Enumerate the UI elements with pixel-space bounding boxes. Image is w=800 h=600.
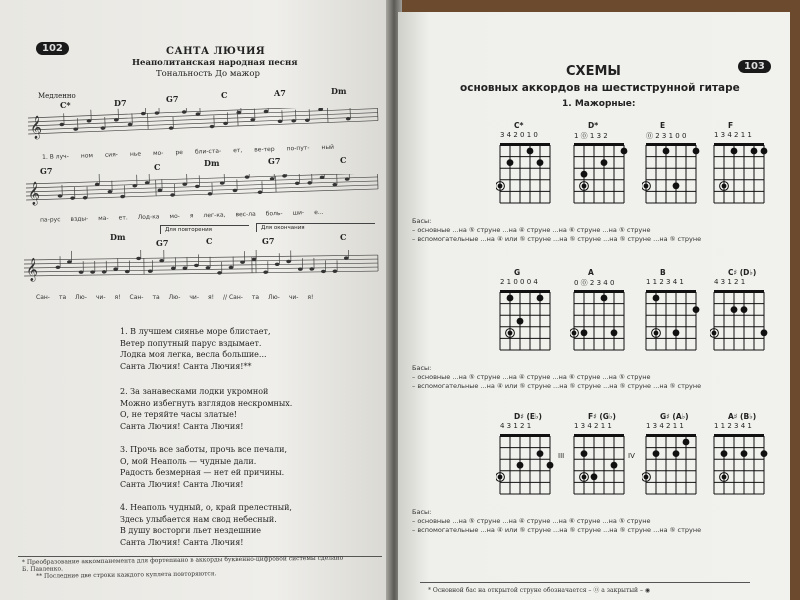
- chord-label: C: [221, 90, 228, 100]
- finger-dot: [581, 450, 588, 457]
- fretboard-nut: [714, 434, 764, 437]
- lyric-syllable: по-пут-: [286, 144, 310, 153]
- chord-name: F: [728, 121, 734, 130]
- lyric-syllable: чи-: [95, 294, 106, 301]
- fretboard-nut: [714, 143, 764, 146]
- chord-label: C: [206, 236, 213, 246]
- verse-line: 4. Неаполь чудный, о, край прелестный,: [120, 503, 292, 512]
- footnote-line: * Преобразование аккомпанемента для фортепиано в аккорды буквенно-цифровой системы сделано: [21, 554, 344, 567]
- chord-label: Dm: [331, 86, 347, 96]
- lyric-syllable: лег-ка,: [203, 211, 226, 220]
- lyric-syllable: чи-: [288, 294, 299, 301]
- music-note: [307, 181, 312, 185]
- bass-root-dot: [508, 331, 513, 336]
- bass-root-dot: [654, 331, 659, 336]
- chord-fingering: 1 3 4 2 1 1: [646, 422, 684, 430]
- bass-notes-block: [412, 508, 701, 535]
- chord-label: G7: [262, 236, 275, 246]
- finger-dot: [751, 148, 758, 155]
- chart-subtitle: основных аккордов на шестиструнной гитаре: [460, 82, 740, 94]
- lyric-syllable: я: [189, 212, 194, 220]
- music-note: [210, 125, 215, 129]
- finger-dot: [601, 295, 608, 302]
- song-title: САНТА ЛЮЧИЯ: [166, 46, 266, 57]
- fretboard: [570, 141, 630, 213]
- verse-line: О, мой Неаполь — чудные дали.: [120, 456, 257, 466]
- lyric-syllable: ный: [321, 143, 335, 152]
- music-note: [141, 112, 146, 116]
- verse-3: [120, 444, 287, 490]
- finger-dot: [673, 450, 680, 457]
- lyric-syllable: Сан-: [36, 294, 50, 301]
- finger-dot: [731, 306, 738, 313]
- right-page: [398, 12, 790, 600]
- bass-root-dot: [498, 475, 503, 480]
- svg-text:𝄞: 𝄞: [29, 114, 43, 139]
- music-note: [170, 193, 175, 197]
- page-number: 102: [36, 42, 69, 55]
- tempo-marking: Медленно: [38, 92, 76, 100]
- lyric-syllable: е...: [314, 208, 324, 217]
- music-note: [258, 190, 263, 194]
- chord-label: Dm: [110, 232, 126, 242]
- bass-label: Басы:: [412, 364, 432, 372]
- bass-label: Басы:: [412, 508, 432, 516]
- music-note: [295, 181, 300, 185]
- chord-fingering: 4 3 1 2 1: [714, 278, 746, 286]
- fretboard: [570, 288, 630, 360]
- music-note: [263, 270, 268, 273]
- lyric-syllable: чи-: [189, 294, 199, 301]
- fretboard-nut: [500, 143, 550, 146]
- music-note: [206, 266, 211, 269]
- music-note: [245, 175, 250, 179]
- verse-line: В душу восторги льет нездешние: [120, 526, 262, 536]
- chord-name: D*: [588, 121, 599, 130]
- fretboard: [496, 288, 556, 360]
- fretboard-nut: [714, 290, 764, 293]
- chord-name: F♯ (G♭): [588, 412, 616, 421]
- footnote: * Основной бас на открытой струне обозначается – ⓪ а закрытый – ◉: [428, 587, 651, 594]
- chord-fingering: 4 3 1 2 1: [500, 422, 532, 430]
- finger-dot: [537, 295, 544, 302]
- chord-name: E: [660, 121, 666, 130]
- fretboard-nut: [574, 290, 624, 293]
- lyric-syllable: я!: [114, 294, 121, 301]
- fretboard: [710, 432, 770, 504]
- bass-root-dot: [644, 184, 649, 189]
- music-note: [195, 185, 200, 189]
- bass-root-dot: [582, 475, 587, 480]
- chord-label: G7: [166, 94, 179, 104]
- bass-aux-row: – вспомогательные ...на ④ или ⑤ струне ...на ⑤ струне ...на ⑤ струне ...на ⑤ струне: [412, 526, 702, 534]
- volta-bracket-1: Для повторения: [160, 225, 249, 234]
- chord-fingering: 1 ⓪ 1 3 2: [574, 132, 608, 140]
- music-note: [282, 174, 287, 178]
- music-note: [83, 196, 88, 200]
- verse-line: Санта Лючия! Санта Лючия!: [120, 479, 244, 489]
- chord-fingering: 0 ⓪ 2 3 4 0: [574, 279, 615, 287]
- lyric-syllable: Лю-: [268, 294, 280, 301]
- bass-notes-block: [412, 217, 701, 244]
- bass-root-dot: [722, 475, 727, 480]
- finger-dot: [591, 473, 598, 480]
- bass-aux-row: – вспомогательные ...на ④ или ⑤ струне ...на ⑤ струне ...на ⑤ струне ...на ⑤ струне: [412, 382, 702, 390]
- chord-fingering: ⓪ 2 3 1 0 0: [646, 132, 687, 140]
- fretboard: [570, 432, 630, 504]
- finger-dot: [611, 329, 618, 336]
- music-note: [56, 266, 61, 269]
- bass-root-dot: [722, 184, 727, 189]
- lyric-syllable: ма-: [98, 214, 109, 223]
- chord-label: G7: [156, 238, 169, 248]
- finger-dot: [761, 450, 768, 457]
- lyric-syllable: нье: [129, 150, 142, 158]
- finger-dot: [537, 159, 544, 166]
- chord-name: B: [660, 268, 666, 277]
- finger-dot: [721, 450, 728, 457]
- music-note: [171, 267, 176, 270]
- lyric-syllable: бли-ста-: [194, 147, 222, 156]
- lyric-syllable: Лод-ка: [137, 213, 160, 222]
- chord-label: G7: [40, 166, 53, 176]
- music-note: [113, 267, 118, 270]
- footnote-line: ** Последние две строки каждого куплета повторяются.: [36, 570, 217, 580]
- chord-fingering: 1 1 2 3 4 1: [646, 278, 684, 286]
- music-note: [182, 110, 187, 114]
- chord-name: D♯ (E♭): [514, 412, 542, 421]
- verse-line: Санта Лючия! Санта Лючия!: [120, 421, 244, 431]
- fretboard-nut: [574, 143, 624, 146]
- chart-title: СХЕМЫ: [566, 64, 621, 79]
- verse-line: Лодка моя легка, весла большие...: [120, 350, 267, 360]
- finger-dot: [693, 306, 700, 313]
- lyric-syllable: вес-ла: [235, 210, 256, 219]
- chord-label: G7: [268, 156, 281, 166]
- music-note: [208, 192, 213, 196]
- svg-text:𝄞: 𝄞: [27, 180, 41, 205]
- fret-position: III: [558, 452, 565, 460]
- chord-fingering: 3 4 2 0 1 0: [500, 131, 538, 139]
- verse-line: Можно избегнуть взглядов нескромных.: [120, 398, 293, 408]
- bass-aux-row: – вспомогательные ...на ④ или ⑤ струне ...на ⑤ струне ...на ⑤ струне ...на ⑤ струне: [412, 235, 702, 243]
- verse-line: Санта Лючия! Санта Лючия!**: [120, 361, 252, 371]
- finger-dot: [731, 148, 738, 155]
- verse-1: [120, 326, 270, 372]
- page-number: 103: [738, 60, 771, 73]
- finger-dot: [683, 439, 690, 446]
- music-note: [70, 196, 75, 200]
- verse-line: О, не теряйте часы златые!: [120, 410, 238, 420]
- chord-label: A7: [274, 88, 286, 98]
- finger-dot: [761, 148, 768, 155]
- verse-line: Радость безмерная — нет ей причины.: [120, 468, 285, 478]
- verse-line: 2. За занавесками лодки укромной: [120, 387, 269, 396]
- chord-fingering: 2 1 0 0 0 4: [500, 278, 538, 286]
- chord-fingering: 1 3 4 2 1 1: [714, 131, 752, 139]
- music-note: [194, 264, 199, 267]
- fretboard: [710, 288, 770, 360]
- lyric-syllable: ном: [80, 152, 94, 160]
- fretboard: [642, 141, 702, 213]
- footnote-line: Б. Павленко.: [21, 565, 64, 573]
- music-note: [169, 126, 174, 130]
- lyric-syllable: ет.: [118, 214, 128, 222]
- bass-root-dot: [582, 184, 587, 189]
- bass-main-row: – основные ...на ⑤ струне ...на ④ струне ...на ⑥ струне ...на ⑤ струне: [412, 517, 651, 525]
- lyric-syllable: я!: [307, 294, 314, 301]
- section-heading: 1. Мажорные:: [562, 99, 636, 109]
- finger-dot: [673, 329, 680, 336]
- finger-dot: [581, 171, 588, 178]
- bass-root-dot: [712, 331, 717, 336]
- chord-label: C: [340, 155, 347, 165]
- verse-line: Ветер попутный парус вздымает.: [120, 338, 262, 348]
- fretboard: [642, 288, 702, 360]
- fretboard-nut: [646, 434, 696, 437]
- finger-dot: [741, 306, 748, 313]
- song-subtitle: Неаполитанская народная песня: [132, 58, 298, 68]
- chord-fingering: 1 1 2 3 4 1: [714, 422, 752, 430]
- left-page: [0, 0, 392, 600]
- lyric-syllable: 1. В луч-: [41, 153, 69, 161]
- music-note: [182, 266, 187, 269]
- footnotes: [22, 555, 344, 580]
- finger-dot: [507, 295, 514, 302]
- finger-dot: [653, 295, 660, 302]
- fretboard-nut: [574, 434, 624, 437]
- lyric-syllable: Сан-: [129, 294, 144, 301]
- bass-root-dot: [572, 331, 577, 336]
- music-note: [229, 266, 234, 269]
- verse-2: [120, 386, 292, 432]
- bass-root-dot: [644, 475, 649, 480]
- lyric-syllable: Лю-: [75, 294, 87, 301]
- finger-dot: [527, 148, 534, 155]
- finger-dot: [601, 159, 608, 166]
- finger-dot: [537, 450, 544, 457]
- music-note: [59, 123, 64, 127]
- music-note: [120, 195, 125, 199]
- lyric-syllable: мо-: [169, 212, 180, 221]
- finger-dot: [673, 182, 680, 189]
- bass-label: Басы:: [412, 217, 432, 225]
- chord-name: C♯ (D♭): [728, 268, 757, 277]
- fretboard-nut: [646, 143, 696, 146]
- svg-text:𝄞: 𝄞: [25, 256, 38, 281]
- finger-dot: [621, 148, 628, 155]
- finger-dot: [547, 462, 554, 469]
- bass-root-dot: [498, 184, 503, 189]
- lyric-syllable: взды-: [70, 215, 89, 223]
- lyrics-line-3: [36, 294, 382, 301]
- finger-dot: [517, 462, 524, 469]
- lyric-syllable: та: [58, 294, 67, 301]
- music-staff-1: [28, 108, 380, 148]
- chord-name: C*: [514, 121, 524, 130]
- music-note: [155, 111, 160, 115]
- fretboard: [496, 432, 556, 504]
- lyric-syllable: ет,: [233, 146, 243, 155]
- chord-name: A: [588, 268, 594, 277]
- lyric-syllable: боль-: [265, 209, 283, 218]
- finger-dot: [653, 450, 660, 457]
- finger-dot: [693, 148, 700, 155]
- verse-4: [120, 502, 292, 548]
- finger-dot: [611, 462, 618, 469]
- music-note: [275, 263, 280, 266]
- finger-dot: [517, 318, 524, 325]
- fretboard-nut: [500, 434, 550, 437]
- fretboard: [642, 432, 702, 504]
- fretboard-nut: [500, 290, 550, 293]
- music-staff-3: [24, 250, 382, 290]
- footnote-rule: [420, 582, 750, 583]
- verse-line: Санта Лючия! Санта Лючия!: [120, 537, 244, 547]
- bass-notes-block: [412, 364, 701, 391]
- verse-line: Здесь улыбается нам свод небесный.: [120, 514, 277, 524]
- lyric-syllable: та: [251, 294, 260, 301]
- lyric-syllable: Лю-: [168, 294, 181, 301]
- music-note: [136, 257, 141, 260]
- chord-fingering: 1 3 4 2 1 1: [574, 422, 612, 430]
- lyric-syllable: ве-тер: [254, 145, 275, 154]
- finger-dot: [507, 159, 514, 166]
- verse-line: 1. В лучшем сиянье море блистает,: [120, 327, 271, 336]
- music-note: [333, 270, 338, 273]
- lyric-syllable: // Сан-: [223, 294, 243, 301]
- lyric-syllable: ре: [175, 149, 184, 157]
- chord-label: Dm: [204, 158, 220, 168]
- fretboard: [496, 141, 556, 213]
- chord-name: A♯ (B♭): [728, 412, 757, 421]
- chord-name: G: [514, 268, 521, 277]
- song-key: Тональность До мажор: [156, 69, 260, 79]
- chord-label: C*: [60, 100, 71, 110]
- finger-dot: [663, 148, 670, 155]
- lyric-syllable: ши-: [292, 209, 305, 217]
- lyric-syllable: мо-: [152, 149, 164, 158]
- bass-main-row: – основные ...на ⑤ струне ...на ④ струне ...на ⑥ струне ...на ⑤ струне: [412, 226, 651, 234]
- chord-label: C: [154, 162, 161, 172]
- verse-line: 3. Прочь все заботы, прочь все печали,: [120, 445, 287, 454]
- chord-name: G♯ (A♭): [660, 412, 689, 421]
- chord-label: D7: [114, 98, 127, 108]
- fret-position: IV: [628, 452, 635, 460]
- finger-dot: [761, 329, 768, 336]
- lyric-syllable: сия-: [104, 151, 119, 159]
- fretboard: [710, 141, 770, 213]
- lyric-syllable: па-рус: [39, 216, 61, 224]
- music-note: [321, 270, 326, 273]
- lyric-syllable: та: [152, 294, 160, 301]
- fretboard-nut: [646, 290, 696, 293]
- finger-dot: [581, 329, 588, 336]
- volta-bracket-2: Для окончания: [256, 223, 375, 232]
- chord-label: C: [340, 232, 347, 242]
- lyric-syllable: я!: [207, 294, 214, 301]
- music-note: [217, 271, 222, 274]
- finger-dot: [741, 450, 748, 457]
- bass-main-row: – основные ...на ⑤ струне ...на ④ струне ...на ⑥ струне ...на ⑤ струне: [412, 373, 651, 381]
